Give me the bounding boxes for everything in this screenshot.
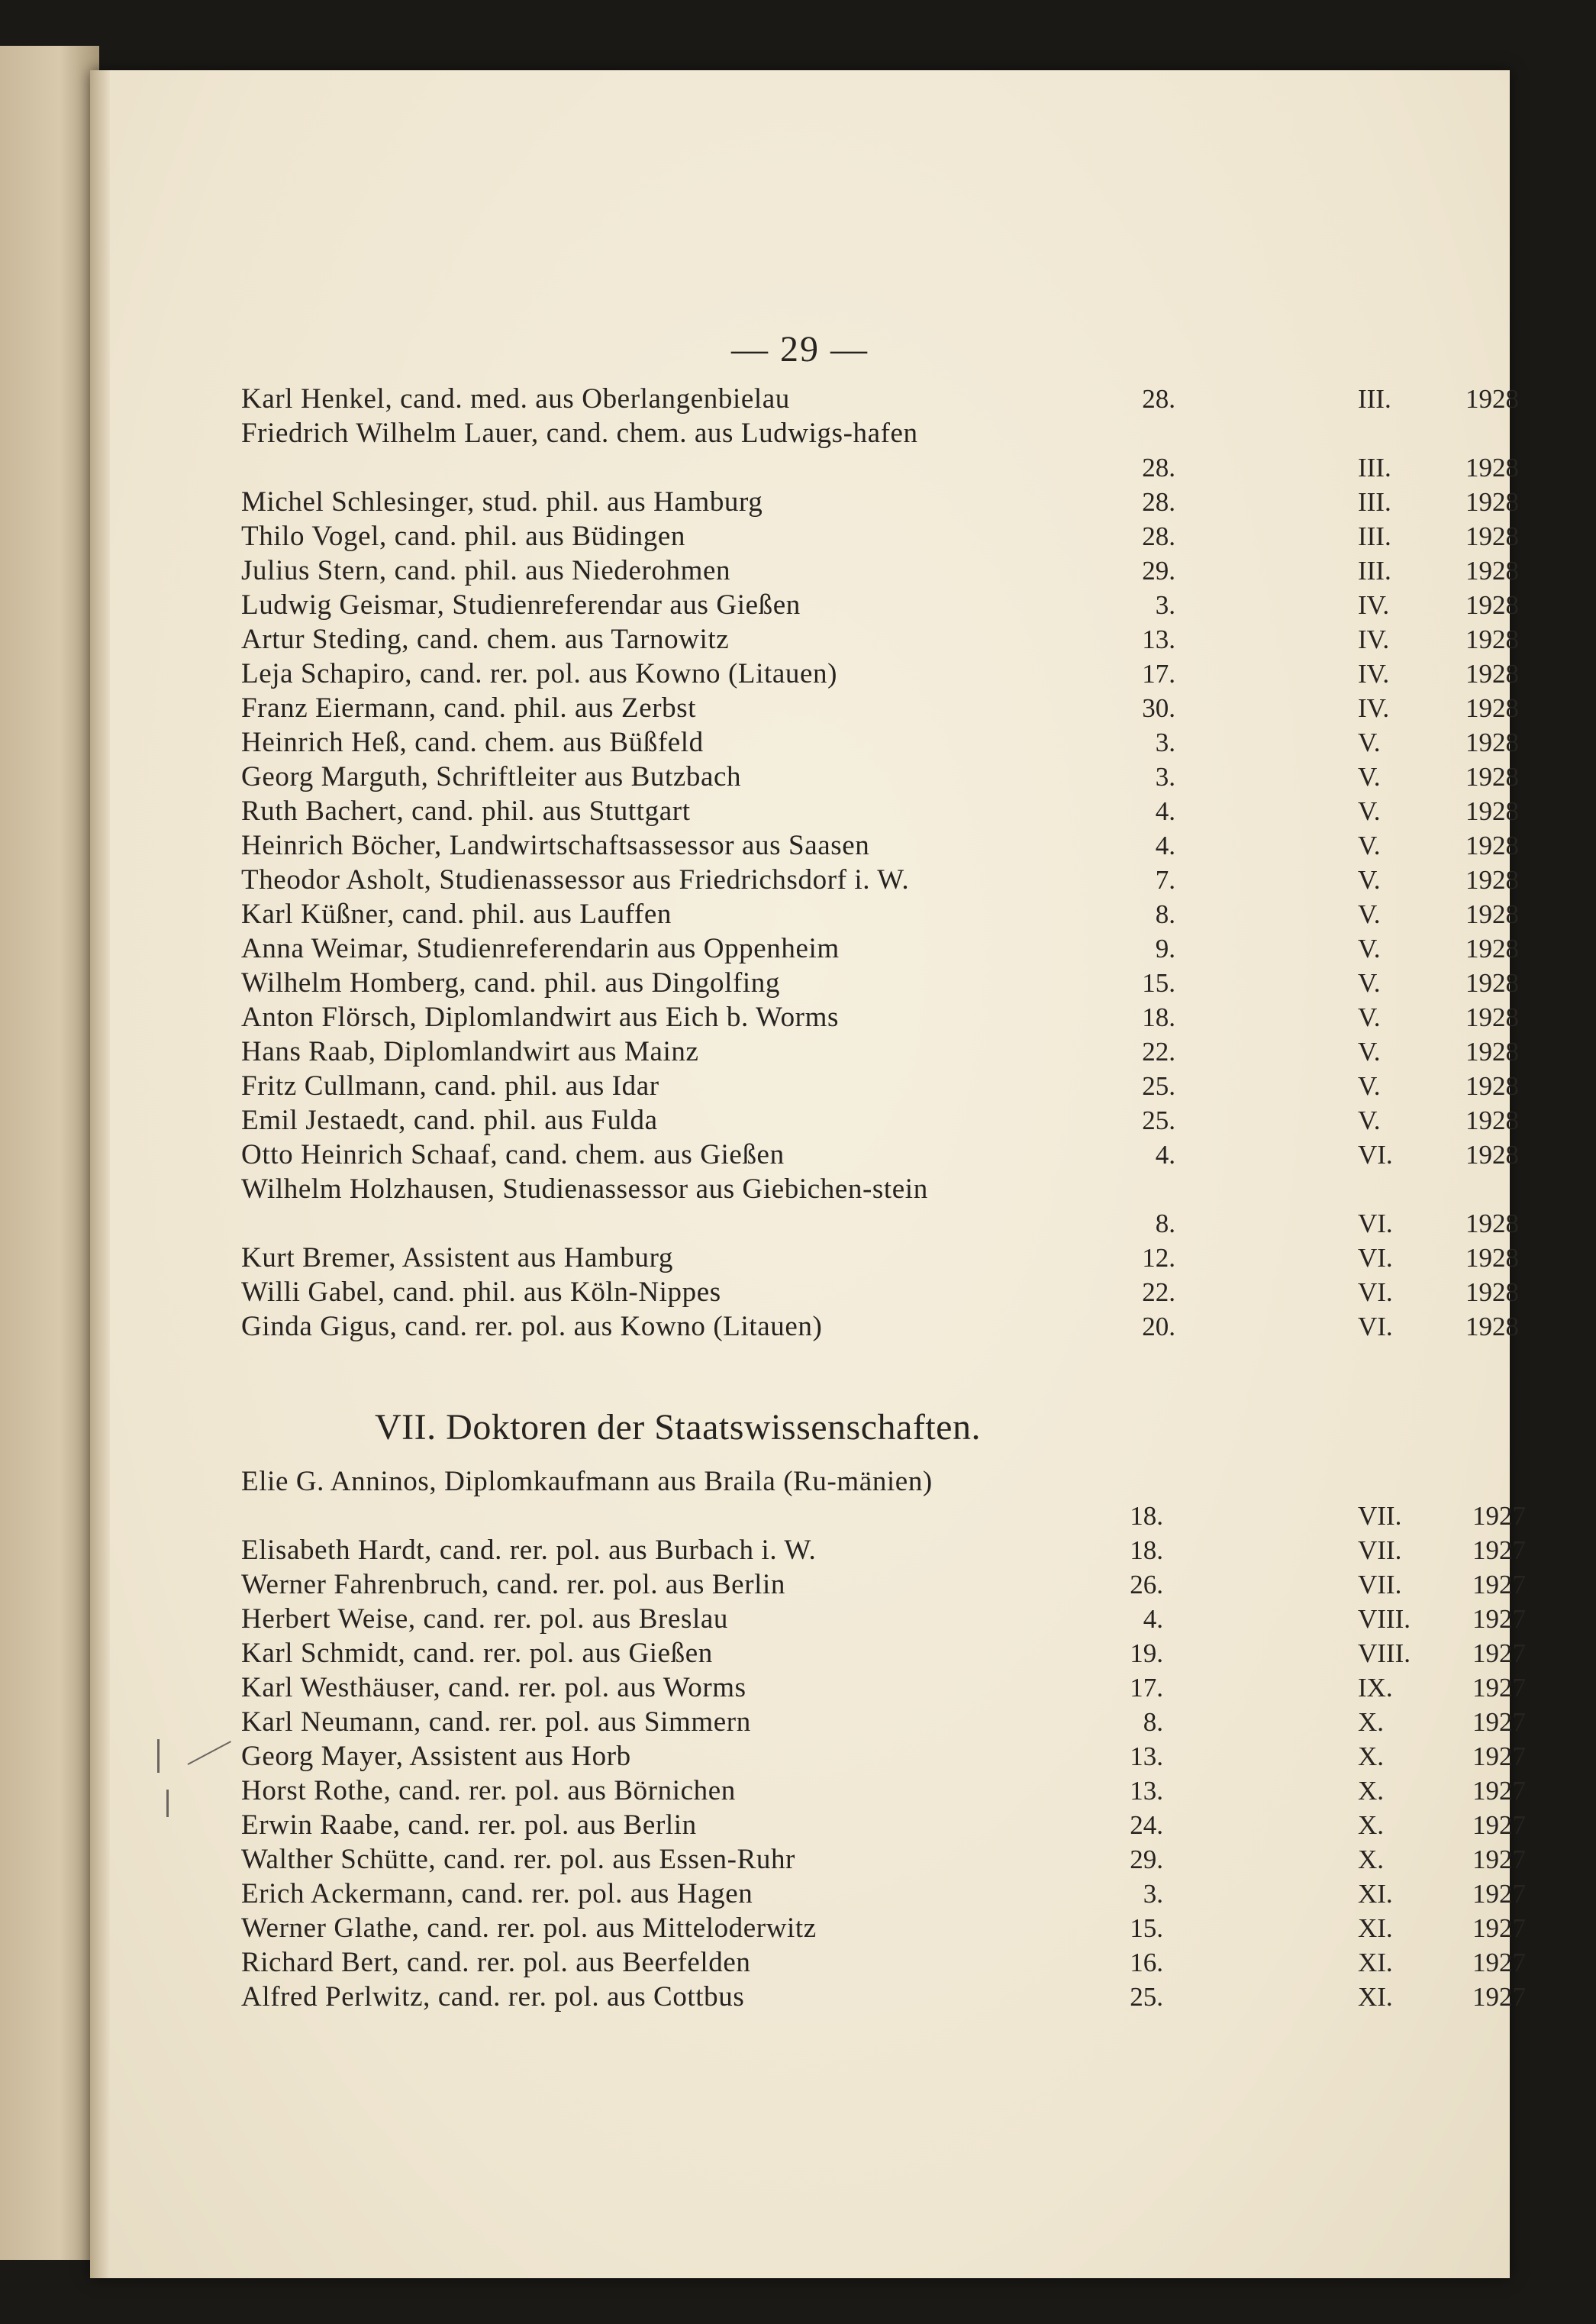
entry-name: Emil Jestaedt, cand. phil. aus Fulda (241, 1105, 658, 1136)
entry-name: Georg Mayer, Assistent aus Horb (241, 1741, 631, 1772)
list-item (90, 1911, 1526, 1945)
list-item (90, 1000, 1519, 1035)
entry-day: 13. (1142, 625, 1175, 654)
entry-day: 4. (1143, 1604, 1163, 1634)
entry-month: V. (1358, 796, 1381, 826)
list-item (90, 1103, 1519, 1138)
entry-year: 1927 (1472, 1638, 1526, 1668)
entry-month: VIII. (1358, 1604, 1411, 1634)
entry-day: 17. (1130, 1673, 1163, 1703)
entry-day: 28. (1142, 521, 1175, 551)
list-item (90, 1636, 1526, 1670)
entry-name: Ludwig Geismar, Studienreferendar aus Gießen (241, 589, 801, 621)
entry-day: 8. (1143, 1707, 1163, 1737)
entry-day: 8. (1155, 899, 1175, 929)
list-item (90, 897, 1519, 931)
list-item (90, 1877, 1526, 1911)
entry-month: VII. (1358, 1570, 1402, 1599)
entry-month: V. (1358, 865, 1381, 895)
entry-year: 1928 (1465, 1140, 1519, 1170)
previous-page-edge (0, 46, 99, 2260)
entry-name: Heinrich Böcher, Landwirtschaftsassessor aus Saasen (241, 830, 870, 861)
entry-year: 1927 (1472, 1776, 1526, 1806)
list-item (90, 725, 1519, 760)
entry-month: IX. (1358, 1673, 1393, 1703)
entry-year: 1928 (1465, 521, 1519, 551)
entry-name: Theodor Asholt, Studienassessor aus Friedrichsdorf i. W. (241, 864, 910, 896)
list-item (90, 1980, 1526, 2014)
entry-name: Karl Westhäuser, cand. rer. pol. aus Worms (241, 1672, 746, 1703)
entry-day: 24. (1130, 1810, 1163, 1840)
entry-year: 1928 (1465, 1312, 1519, 1341)
entry-list-section-1 (90, 382, 1519, 1344)
entry-day: 13. (1130, 1776, 1163, 1806)
list-item (90, 691, 1519, 725)
entry-name: Ginda Gigus, cand. rer. pol. aus Kowno (Litauen) (241, 1311, 823, 1342)
entry-day: 30. (1142, 693, 1175, 723)
entry-year: 1928 (1465, 1209, 1519, 1238)
entry-name: Heinrich Heß, cand. chem. aus Büßfeld (241, 727, 704, 758)
entry-name: Alfred Perlwitz, cand. rer. pol. aus Cottbus (241, 1981, 745, 2013)
entry-month: V. (1358, 1106, 1381, 1135)
entry-day: 29. (1142, 556, 1175, 586)
entry-year: 1928 (1465, 796, 1519, 826)
entry-day: 8. (1155, 1209, 1175, 1238)
entry-year: 1927 (1472, 1741, 1526, 1771)
entry-day: 18. (1130, 1501, 1163, 1531)
entry-year: 1928 (1465, 934, 1519, 963)
entry-day: 20. (1142, 1312, 1175, 1341)
list-item (90, 416, 1519, 485)
entry-year: 1927 (1472, 1879, 1526, 1909)
entry-name: Georg Marguth, Schriftleiter aus Butzbach (241, 761, 742, 792)
entry-year: 1927 (1472, 1673, 1526, 1703)
entry-name: Otto Heinrich Schaaf, cand. chem. aus Gießen (241, 1139, 785, 1170)
entry-name: Michel Schlesinger, stud. phil. aus Hamburg (241, 486, 763, 518)
entry-name: Horst Rothe, cand. rer. pol. aus Börnichen (241, 1775, 736, 1806)
entry-month: VI. (1358, 1209, 1393, 1238)
list-item (90, 760, 1519, 794)
entry-year: 1928 (1465, 556, 1519, 586)
entry-day: 22. (1142, 1037, 1175, 1067)
entry-month: XI. (1358, 1982, 1393, 2012)
entry-year: 1928 (1465, 453, 1519, 483)
entry-year: 1928 (1465, 384, 1519, 414)
entry-month: VI. (1358, 1140, 1393, 1170)
list-item (90, 828, 1519, 863)
list-item (90, 1945, 1526, 1980)
list-item (90, 1464, 1526, 1533)
entry-month: V. (1358, 762, 1381, 792)
entry-year: 1928 (1465, 659, 1519, 689)
list-item (90, 794, 1519, 828)
list-item (90, 1533, 1526, 1567)
entry-year: 1928 (1465, 1243, 1519, 1273)
entry-month: IV. (1358, 693, 1390, 723)
entry-month: X. (1358, 1741, 1385, 1771)
entry-year: 1928 (1465, 865, 1519, 895)
entry-month: IV. (1358, 625, 1390, 654)
entry-month: V. (1358, 899, 1381, 929)
entry-day: 3. (1155, 728, 1175, 757)
entry-day: 7. (1155, 865, 1175, 895)
entry-month: VI. (1358, 1277, 1393, 1307)
entry-month: V. (1358, 934, 1381, 963)
list-item (90, 1842, 1526, 1877)
entry-name: Karl Schmidt, cand. rer. pol. aus Gießen (241, 1638, 713, 1669)
entry-month: IV. (1358, 659, 1390, 689)
entry-day: 18. (1142, 1002, 1175, 1032)
list-item (90, 966, 1519, 1000)
entry-name: Elisabeth Hardt, cand. rer. pol. aus Burbach i. W. (241, 1535, 817, 1566)
entry-day: 22. (1142, 1277, 1175, 1307)
entry-day: 25. (1142, 1071, 1175, 1101)
entry-year: 1928 (1465, 1277, 1519, 1307)
entry-year: 1927 (1472, 1810, 1526, 1840)
list-item (90, 485, 1519, 519)
list-item (90, 588, 1519, 622)
entry-month: III. (1358, 487, 1391, 517)
entry-name: Artur Steding, cand. chem. aus Tarnowitz (241, 624, 730, 655)
entry-day: 4. (1155, 831, 1175, 860)
entry-name: Karl Küßner, cand. phil. aus Lauffen (241, 899, 672, 930)
entry-year: 1928 (1465, 968, 1519, 998)
entry-month: III. (1358, 521, 1391, 551)
entry-name: Fritz Cullmann, cand. phil. aus Idar (241, 1070, 659, 1102)
entry-month: III. (1358, 453, 1391, 483)
entry-name: Willi Gabel, cand. phil. aus Köln-Nippes (241, 1277, 721, 1308)
entry-month: IV. (1358, 590, 1390, 620)
entry-month: V. (1358, 1002, 1381, 1032)
list-item (90, 554, 1519, 588)
entry-name: Richard Bert, cand. rer. pol. aus Beerfelden (241, 1947, 751, 1978)
entry-day: 9. (1155, 934, 1175, 963)
entry-month: III. (1358, 556, 1391, 586)
entry-name: Walther Schütte, cand. rer. pol. aus Essen-Ruhr (241, 1844, 795, 1875)
entry-month: VIII. (1358, 1638, 1411, 1668)
entry-name: Friedrich Wilhelm Lauer, cand. chem. aus Ludwigs-hafen (241, 418, 918, 449)
entry-name: Anton Flörsch, Diplomlandwirt aus Eich b. Worms (241, 1002, 839, 1033)
entry-name: Leja Schapiro, cand. rer. pol. aus Kowno (Litauen) (241, 658, 838, 689)
entry-month: VII. (1358, 1535, 1402, 1565)
entry-day: 13. (1130, 1741, 1163, 1771)
entry-day: 15. (1142, 968, 1175, 998)
entry-name: Thilo Vogel, cand. phil. aus Büdingen (241, 521, 685, 552)
entry-year: 1927 (1472, 1982, 1526, 2012)
entry-month: XI. (1358, 1879, 1393, 1909)
entry-year: 1927 (1472, 1604, 1526, 1634)
entry-day: 12. (1142, 1243, 1175, 1273)
entry-name: Karl Henkel, cand. med. aus Oberlangenbielau (241, 383, 790, 415)
entry-month: X. (1358, 1845, 1385, 1874)
list-item (90, 1670, 1526, 1705)
entry-year: 1927 (1472, 1570, 1526, 1599)
entry-name: Wilhelm Holzhausen, Studienassessor aus Giebichen-stein (241, 1173, 928, 1205)
entry-year: 1927 (1472, 1948, 1526, 1977)
entry-year: 1927 (1472, 1845, 1526, 1874)
entry-year: 1928 (1465, 831, 1519, 860)
entry-day: 25. (1130, 1982, 1163, 2012)
entry-day: 28. (1142, 453, 1175, 483)
page-number: — 29 — (731, 329, 869, 370)
entry-name: Hans Raab, Diplomlandwirt aus Mainz (241, 1036, 699, 1067)
entry-name: Kurt Bremer, Assistent aus Hamburg (241, 1242, 673, 1273)
entry-year: 1928 (1465, 1071, 1519, 1101)
entry-year: 1928 (1465, 1037, 1519, 1067)
entry-list-section-2 (90, 1464, 1526, 2014)
entry-year: 1928 (1465, 487, 1519, 517)
entry-year: 1928 (1465, 693, 1519, 723)
entry-month: V. (1358, 1037, 1381, 1067)
entry-year: 1927 (1472, 1535, 1526, 1565)
entry-day: 29. (1130, 1845, 1163, 1874)
entry-month: VII. (1358, 1501, 1402, 1531)
entry-month: V. (1358, 1071, 1381, 1101)
entry-year: 1928 (1465, 899, 1519, 929)
entry-name: Werner Glathe, cand. rer. pol. aus Mitteloderwitz (241, 1912, 817, 1944)
entry-name: Werner Fahrenbruch, cand. rer. pol. aus Berlin (241, 1569, 785, 1600)
entry-month: XI. (1358, 1913, 1393, 1943)
pencil-mark (157, 1739, 160, 1773)
book-page (90, 70, 1526, 2278)
entry-month: V. (1358, 831, 1381, 860)
entry-day: 17. (1142, 659, 1175, 689)
entry-year: 1927 (1472, 1707, 1526, 1737)
entry-month: V. (1358, 968, 1381, 998)
list-item (90, 1172, 1519, 1241)
entry-year: 1928 (1465, 1106, 1519, 1135)
pencil-mark (166, 1790, 169, 1817)
list-item (90, 1739, 1526, 1774)
entry-name: Erwin Raabe, cand. rer. pol. aus Berlin (241, 1809, 697, 1841)
entry-name: Erich Ackermann, cand. rer. pol. aus Hagen (241, 1878, 753, 1909)
entry-month: X. (1358, 1707, 1385, 1737)
entry-day: 25. (1142, 1106, 1175, 1135)
entry-name: Anna Weimar, Studienreferendarin aus Oppenheim (241, 933, 840, 964)
entry-month: X. (1358, 1776, 1385, 1806)
list-item (90, 1808, 1526, 1842)
entry-name: Herbert Weise, cand. rer. pol. aus Breslau (241, 1603, 728, 1635)
entry-year: 1928 (1465, 625, 1519, 654)
entry-day: 18. (1130, 1535, 1163, 1565)
section-heading: VII. Doktoren der Staatswissenschaften. (375, 1407, 981, 1448)
entry-name: Elie G. Anninos, Diplomkaufmann aus Braila (Ru-mänien) (241, 1466, 933, 1497)
entry-day: 4. (1155, 796, 1175, 826)
entry-year: 1928 (1465, 762, 1519, 792)
entry-year: 1928 (1465, 728, 1519, 757)
list-item (90, 1602, 1526, 1636)
entry-year: 1928 (1465, 590, 1519, 620)
entry-day: 16. (1130, 1948, 1163, 1977)
entry-day: 26. (1130, 1570, 1163, 1599)
entry-day: 3. (1155, 762, 1175, 792)
list-item (90, 1138, 1519, 1172)
entry-name: Julius Stern, cand. phil. aus Niederohmen (241, 555, 731, 586)
entry-name: Ruth Bachert, cand. phil. aus Stuttgart (241, 796, 691, 827)
list-item (90, 1309, 1519, 1344)
entry-day: 3. (1155, 590, 1175, 620)
list-item (90, 1774, 1526, 1808)
entry-day: 28. (1142, 384, 1175, 414)
entry-name: Franz Eiermann, cand. phil. aus Zerbst (241, 692, 697, 724)
entry-day: 19. (1130, 1638, 1163, 1668)
list-item (90, 657, 1519, 691)
list-item (90, 1241, 1519, 1275)
entry-month: VI. (1358, 1312, 1393, 1341)
list-item (90, 519, 1519, 554)
entry-year: 1927 (1472, 1913, 1526, 1943)
list-item (90, 863, 1519, 897)
list-item (90, 1069, 1519, 1103)
entry-day: 4. (1155, 1140, 1175, 1170)
list-item (90, 382, 1519, 416)
list-item (90, 931, 1519, 966)
entry-month: V. (1358, 728, 1381, 757)
entry-month: XI. (1358, 1948, 1393, 1977)
entry-day: 3. (1143, 1879, 1163, 1909)
entry-month: X. (1358, 1810, 1385, 1840)
list-item (90, 622, 1519, 657)
list-item (90, 1567, 1526, 1602)
list-item (90, 1275, 1519, 1309)
entry-name: Wilhelm Homberg, cand. phil. aus Dingolfing (241, 967, 780, 999)
list-item (90, 1035, 1519, 1069)
entry-month: III. (1358, 384, 1391, 414)
entry-name: Karl Neumann, cand. rer. pol. aus Simmern (241, 1706, 751, 1738)
entry-day: 28. (1142, 487, 1175, 517)
entry-year: 1928 (1465, 1002, 1519, 1032)
entry-year: 1927 (1472, 1501, 1526, 1531)
list-item (90, 1705, 1526, 1739)
entry-month: VI. (1358, 1243, 1393, 1273)
entry-day: 15. (1130, 1913, 1163, 1943)
